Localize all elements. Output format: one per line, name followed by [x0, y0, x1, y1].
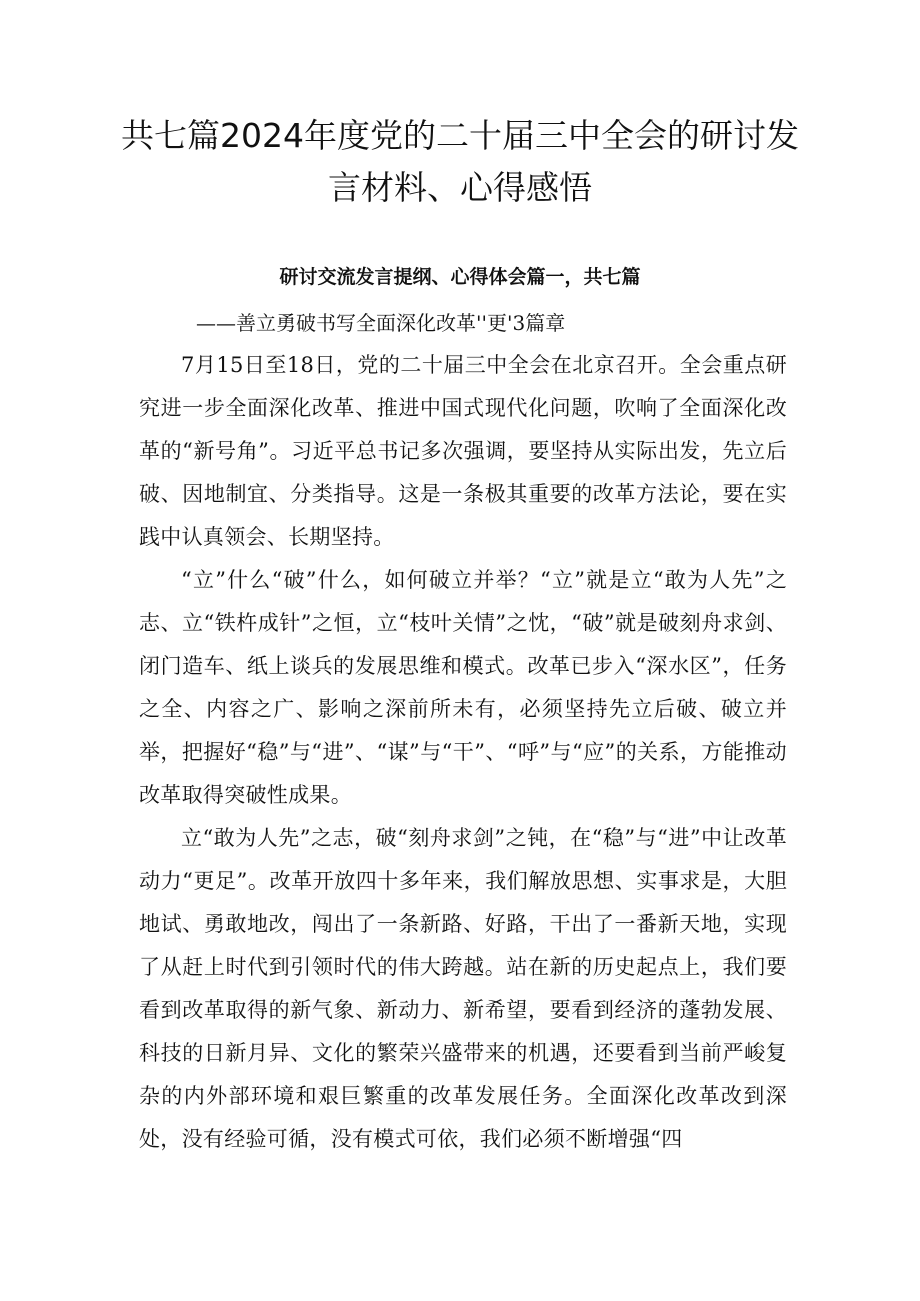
body-text — [139, 344, 787, 1161]
paragraph-1: 7月15日至18日，党的二十届三中全会在北京召开。全会重点研究进一步全面深化改革、推进中国式现代化问题，吹响了全面深化改革的“新号角”。习近平总书记多次强调，要坚持从实际出发，先立后破、因地制宜、分类指导。这是一条极其重要的改革方法论，要在实践中认真领会、长期坚持。 — [139, 353, 787, 549]
document-title: 共七篇2024年度党的二十届三中全会的研讨发言材料、心得感悟 — [121, 116, 799, 207]
paragraph-2: “立”什么“破”什么，如何破立并举？“立”就是立“敢为人先”之志、立“铁杵成针”之恒，立“枝叶关情”之忱，“破”就是破刻舟求剑、闭门造车、纸上谈兵的发展思维和模式。改革已步入“深水区”，任务之全、内容之广、影响之深前所未有，必须坚持先立后破、破立并举，把握好“稳”与“进”、“谋”与“干”、“呼”与“应”的关系，方能推动改革取得突破性成果。 — [139, 568, 787, 807]
section-heading: 研讨交流发言提纲、心得体会篇一，共七篇 — [279, 266, 641, 288]
section-subtitle: ——善立勇破书写全面深化改革''更'3篇章 — [196, 311, 566, 335]
paragraph-3: 立“敢为人先”之志，破“刻舟求剑”之钝，在“稳”与“进”中让改革动力“更足”。改革开放四十多年来，我们解放思想、实事求是，大胆地试、勇敢地改，闯出了一条新路、好路，干出了一番新天地，实现了从赶上时代到引领时代的伟大跨越。站在新的历史起点上，我们要看到改革取得的新气象、新动力、新希望，要看到经济的蓬勃发展、科技的日新月异、文化的繁荣兴盛带来的机遇，还要看到当前严峻复杂的内外部环境和艰巨繁重的改革发展任务。全面深化改革改到深处，没有经验可循，没有模式可依，我们必须不断增强“四 — [139, 826, 787, 1151]
